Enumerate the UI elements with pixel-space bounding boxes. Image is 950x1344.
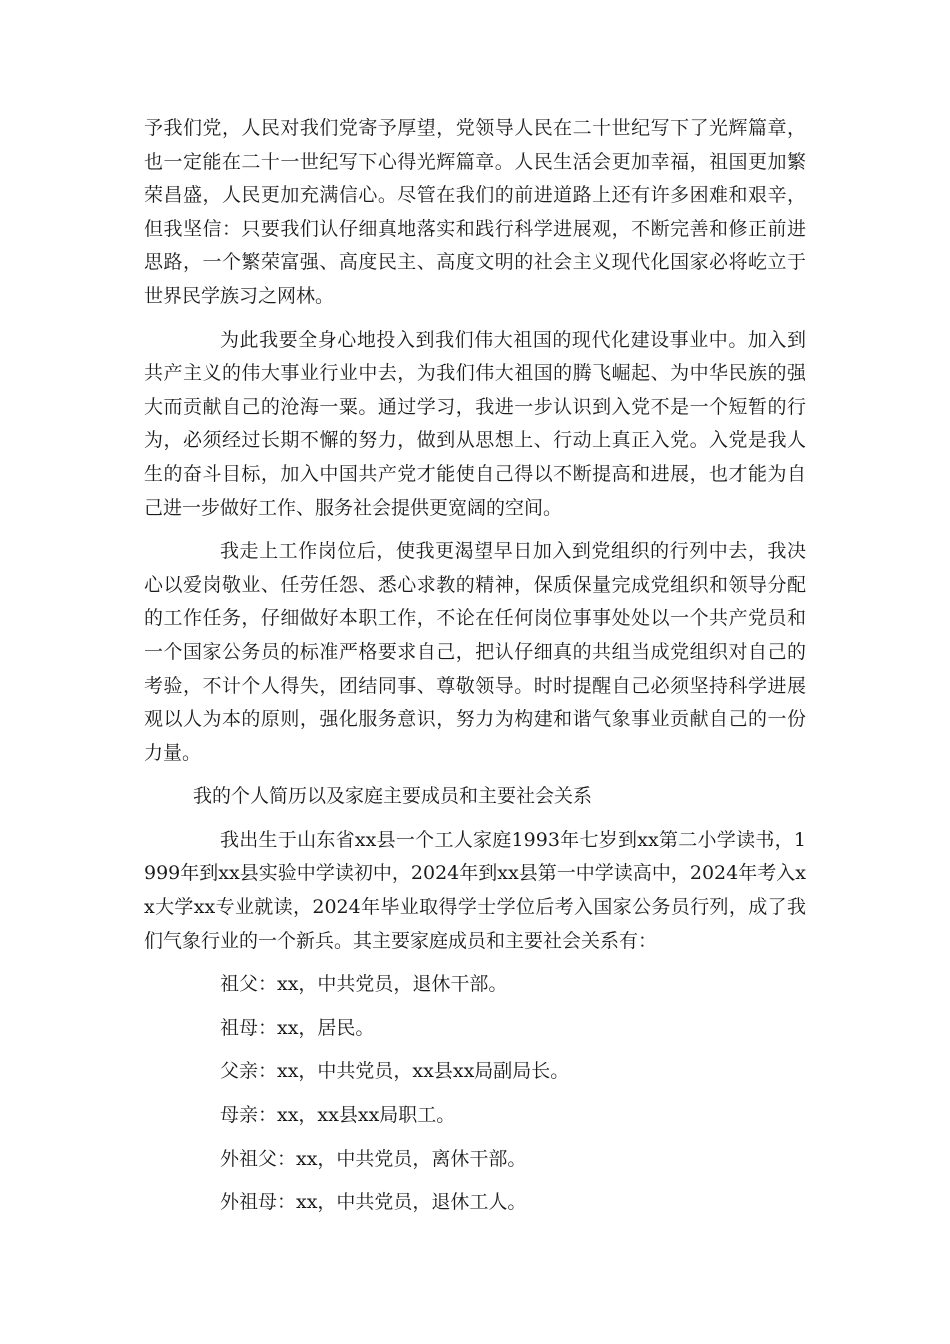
paragraph-work-resolve: 我走上工作岗位后，使我更渴望早日加入到党组织的行列中去，我决心以爱岗敬业、任劳任怨、悉心求教的精神，保质保量完成党组织和领导分配的工作任务，仔细做好本职工作，不论在任何岗位事事处处以一个共产党员和一个国家公务员的标准严格要求自己，把认仔细真的共组当成党组织对自己的考验，不计个人得失，团结同事、尊敬领导。时时提醒自己必须坚持科学进展观以人为本的原则，强化服务意识，努力为构建和谐气象事业贡献自己的一份力量。	[144, 540, 806, 764]
document-body	[144, 112, 806, 1230]
section-heading: 我的个人简历以及家庭主要成员和主要社会关系	[193, 785, 593, 808]
paragraph-commitment: 为此我要全身心地投入到我们伟大祖国的现代化建设事业中。加入到共产主义的伟大事业行业中去，为我们伟大祖国的腾飞崛起、为中华民族的强大而贡献自己的沧海一粟。通过学习，我进一步认识到入党不是一个短暂的行为，必须经过长期不懈的努力，做到从思想上、行动上真正入党。入党是我人生的奋斗目标，加入中国共产党才能使自己得以不断提高和进展，也才能为自己进一步做好工作、服务社会提供更宽阔的空间。	[144, 328, 806, 519]
family-member-grandmother: 祖母：xx，居民。	[220, 1016, 375, 1039]
paragraph-biography: 我出生于山东省xx县一个工人家庭1993年七岁到xx第二小学读书，1999年到xx县实验中学读初中，2024年到xx县第一中学读高中，2024年考入xx大学xx专业就读，2024年毕业取得学士学位后考入国家公务员行列，成了我们气象行业的一个新兵。其主要家庭成员和主要社会关系有：	[144, 828, 806, 952]
family-member-maternal-grandfather: 外祖父：xx，中共党员，离休干部。	[220, 1147, 527, 1170]
family-member-mother: 母亲：xx，xx县xx局职工。	[220, 1104, 456, 1127]
family-member-grandfather: 祖父：xx，中共党员，退休干部。	[220, 973, 508, 996]
family-member-father: 父亲：xx，中共党员，xx县xx局副局长。	[220, 1060, 570, 1083]
paragraph-continuation: 予我们党，人民对我们党寄予厚望，党领导人民在二十世纪写下了光辉篇章，也一定能在二十一世纪写下心得光辉篇章。人民生活会更加幸福，祖国更加繁荣昌盛，人民更加充满信心。尽管在我们的前进道路上还有许多困难和艰辛，但我坚信：只要我们认仔细真地落实和践行科学进展观，不断完善和修正前进思路，一个繁荣富强、高度民主、高度文明的社会主义现代化国家必将屹立于世界民学族习之网林。	[144, 117, 806, 307]
family-member-maternal-grandmother: 外祖母：xx，中共党员，退休工人。	[220, 1191, 527, 1214]
